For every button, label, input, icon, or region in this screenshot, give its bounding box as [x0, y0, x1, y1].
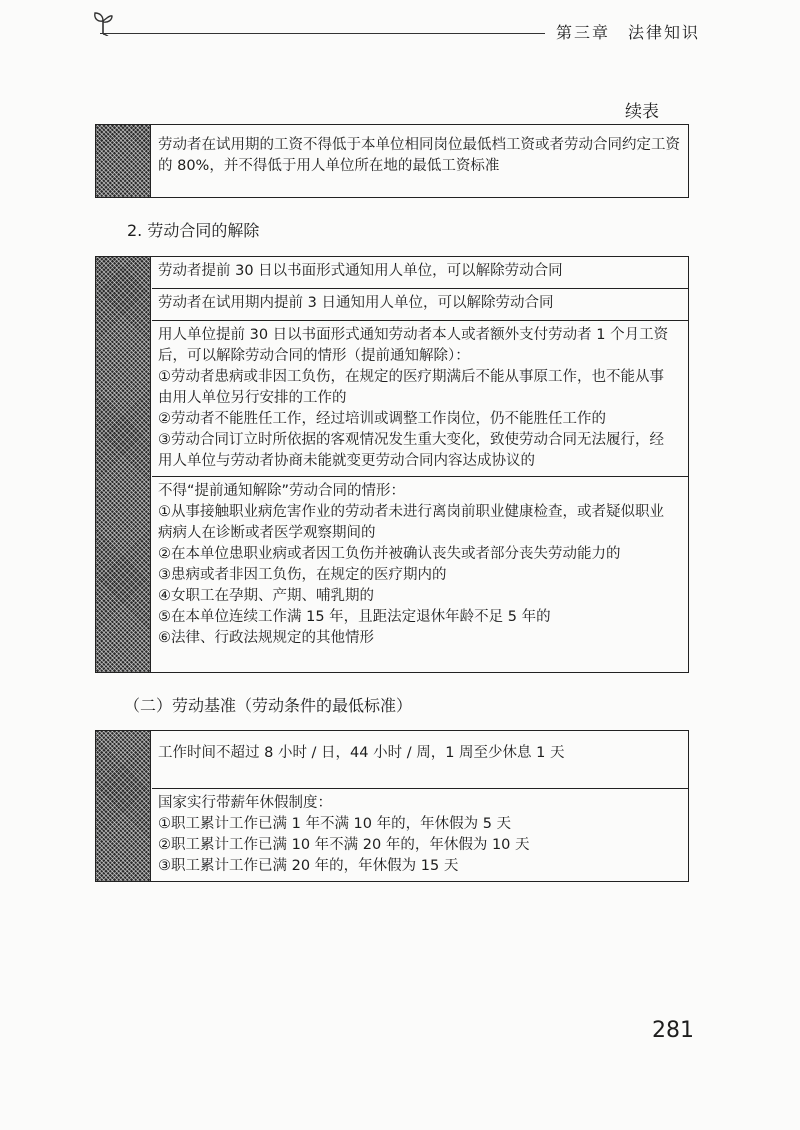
- termination-table: [95, 256, 689, 673]
- header-rule: [100, 33, 545, 34]
- table-cell: 劳动者提前 30 日以书面形式通知用人单位，可以解除劳动合同: [152, 257, 688, 289]
- table-side-header: [96, 257, 151, 672]
- table-cell: 劳动者在试用期内提前 3 日通知用人单位，可以解除劳动合同: [152, 289, 688, 321]
- table-cell: 劳动者在试用期的工资不得低于本单位相同岗位最低档工资或者劳动合同约定工资 的 80%，并不得低于用人单位所在地的最低工资标准: [158, 137, 680, 174]
- section-heading-labor-standards: （二）劳动基准（劳动条件的最低标准）: [124, 696, 413, 715]
- table-cell: 国家实行带薪年休假制度： ①职工累计工作已满 1 年不满 10 年的，年休假为 5 天 ②职工累计工作已满 10 年不满 20 年的，年休假为 10 天 ③职工累计工作已满 20 年的，年休假为 15 天: [158, 795, 530, 874]
- table-side-header: [96, 731, 151, 881]
- probation-wage-table: [95, 124, 689, 198]
- table-cell: 不得“提前通知解除”劳动合同的情形： ①从事接触职业病危害作业的劳动者未进行离岗前职业健康检查，或者疑似职业 病病人在诊断或者医学观察期间的 ②在本单位患职业病或者因工负伤并被确认丧失或者部分丧失劳动能力的 ③患病或者非因工负伤，在规定的医疗期内的 ④女职工在孕期、产期、哺乳期的 ⑤在本单位连续工作满 15 年，且距法定退休年龄不足 5 年的 ⑥法律、行政法规规定的其他情形: [158, 483, 664, 646]
- table-cell: 用人单位提前 30 日以书面形式通知劳动者本人或者额外支付劳动者 1 个月工资 后，可以解除劳动合同的情形（提前通知解除）： ①劳动者患病或非因工负伤，在规定的医疗期满后不能从事原工作，也不能从事 由用人单位另行安排的工作的 ②劳动者不能胜任工作，经过培训或调整工作岗位，仍不能胜任工作的 ③劳动合同订立时所依据的客观情况发生重大变化，致使劳动合同无法履行，经 用人单位与劳动者协商未能就变更劳动合同内容达成协议的: [152, 321, 688, 477]
- continued-label: 续表: [625, 102, 659, 122]
- section-heading-termination: 2. 劳动合同的解除: [127, 221, 260, 240]
- labor-standards-table: [95, 730, 689, 882]
- table-side-header: [96, 125, 151, 197]
- chapter-title: 第三章 法律知识: [556, 23, 701, 42]
- page-number: 281: [652, 1018, 694, 1043]
- table-cell: 工作时间不超过 8 小时 / 日，44 小时 / 周，1 周至少休息 1 天: [152, 731, 688, 789]
